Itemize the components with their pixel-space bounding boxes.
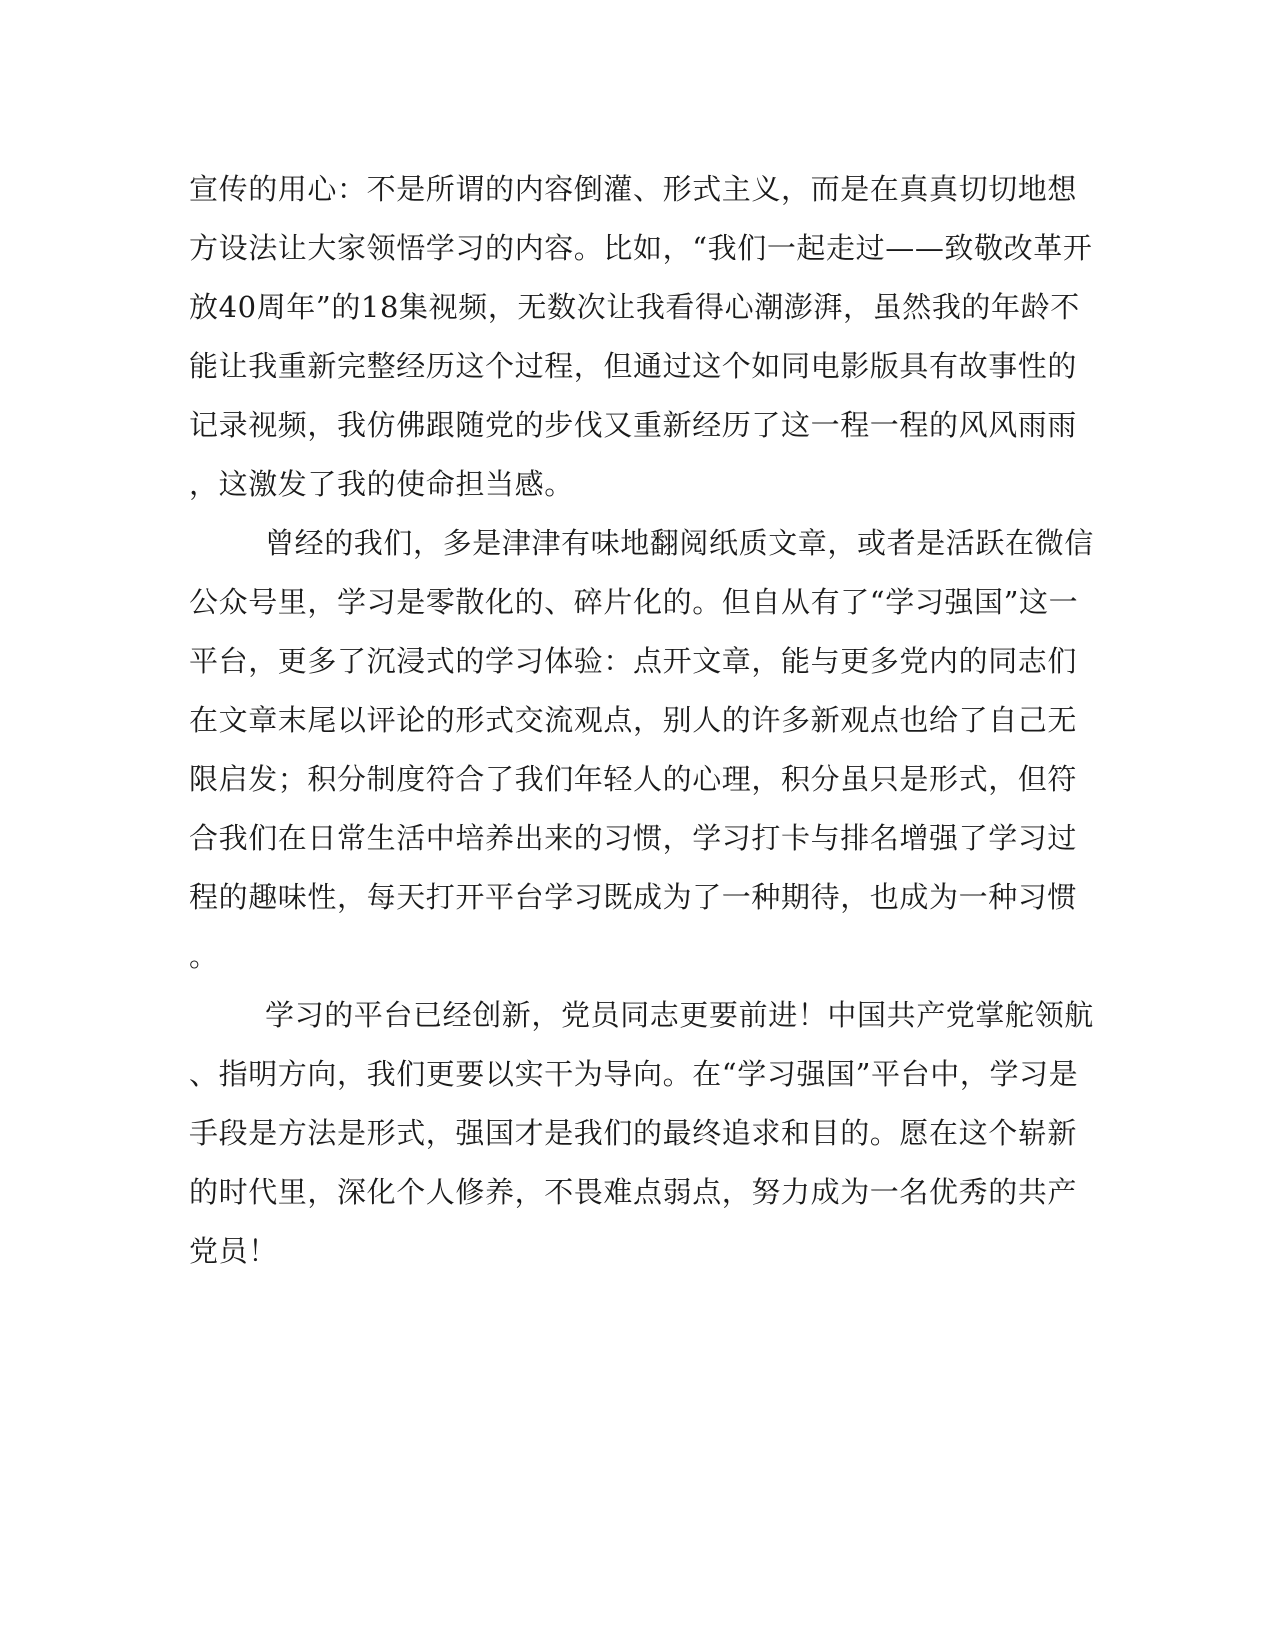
- paragraph-2: [189, 514, 1094, 986]
- paragraph-line: 能让我重新完整经历这个过程，但通过这个如同电影版具有故事性的: [189, 349, 1078, 383]
- paragraph-line: 程的趣味性，每天打开平台学习既成为了一种期待，也成为一种习惯: [189, 880, 1078, 914]
- paragraph-line: 党员！: [189, 1234, 278, 1268]
- paragraph-line: 。: [189, 939, 219, 973]
- paragraph-1: [189, 160, 1093, 514]
- paragraph-line: 曾经的我们，多是津津有味地翻阅纸质文章，或者是活跃在微信: [265, 526, 1094, 560]
- paragraph-line: 合我们在日常生活中培养出来的习惯，学习打卡与排名增强了学习过: [189, 821, 1078, 855]
- paragraph-line: 限启发；积分制度符合了我们年轻人的心理，积分虽只是形式，但符: [189, 762, 1078, 796]
- paragraph-line: 手段是方法是形式，强国才是我们的最终追求和目的。愿在这个崭新: [189, 1116, 1078, 1150]
- document-body: [189, 160, 1094, 1281]
- paragraph-line: 公众号里，学习是零散化的、碎片化的。但自从有了“学习强国”这一: [189, 585, 1079, 619]
- paragraph-line: 记录视频，我仿佛跟随党的步伐又重新经历了这一程一程的风风雨雨: [189, 408, 1078, 442]
- paragraph-line: 宣传的用心：不是所谓的内容倒灌、形式主义，而是在真真切切地想: [189, 172, 1078, 206]
- paragraph-line: 在文章末尾以评论的形式交流观点，别人的许多新观点也给了自己无: [189, 703, 1078, 737]
- paragraph-3: [189, 986, 1094, 1281]
- paragraph-line: 、指明方向，我们更要以实干为导向。在“学习强国”平台中，学习是: [189, 1057, 1079, 1091]
- paragraph-line: 的时代里，深化个人修养，不畏难点弱点，努力成为一名优秀的共产: [189, 1175, 1078, 1209]
- paragraph-line: 放40周年”的18集视频，无数次让我看得心潮澎湃，虽然我的年龄不: [189, 290, 1080, 324]
- paragraph-line: 方设法让大家领悟学习的内容。比如，“我们一起走过——致敬改革开: [189, 231, 1093, 265]
- paragraph-line: ，这激发了我的使命担当感。: [189, 467, 574, 501]
- paragraph-line: 平台，更多了沉浸式的学习体验：点开文章，能与更多党内的同志们: [189, 644, 1078, 678]
- paragraph-line: 学习的平台已经创新，党员同志更要前进！中国共产党掌舵领航: [265, 998, 1094, 1032]
